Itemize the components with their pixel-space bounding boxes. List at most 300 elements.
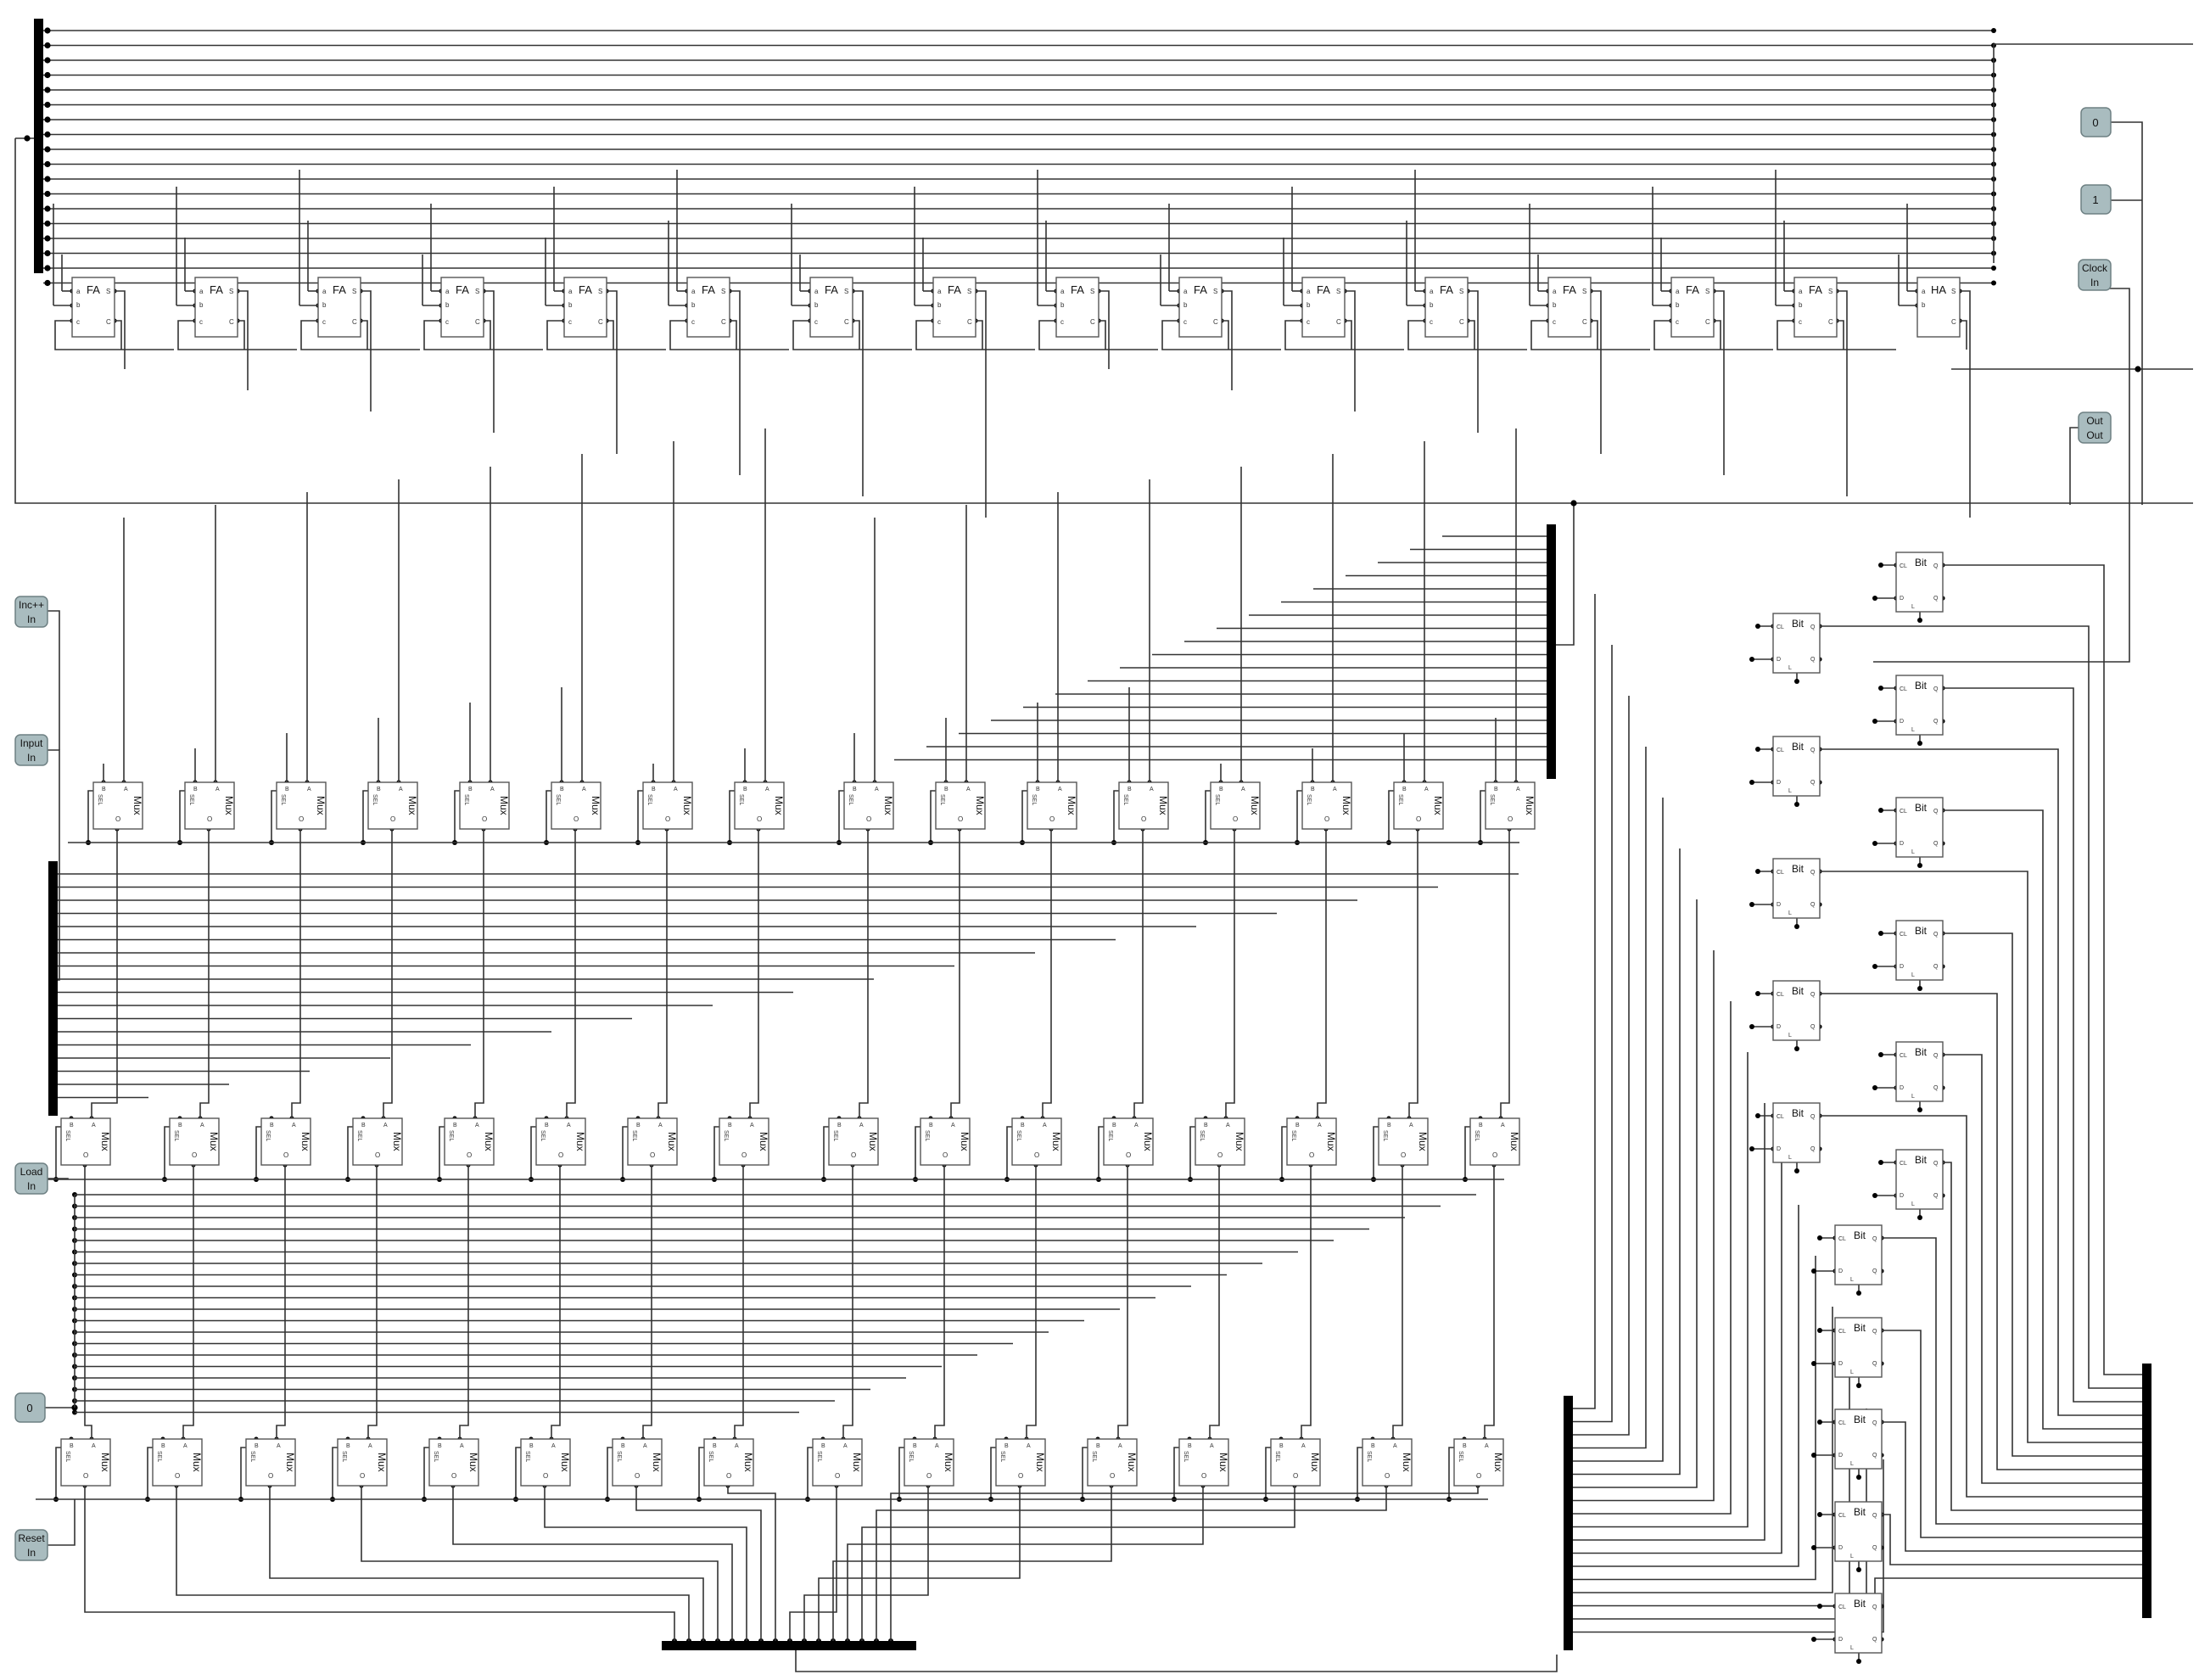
adder-label: FA bbox=[1194, 283, 1207, 296]
mux-pin-o: O bbox=[958, 815, 964, 823]
reset-input[interactable] bbox=[15, 1530, 48, 1560]
mux-pin-a: A bbox=[658, 1123, 663, 1128]
mux-cell bbox=[521, 1439, 571, 1486]
wire bbox=[1837, 321, 1844, 350]
mux-cell bbox=[704, 1439, 754, 1486]
mux-pin-o: O bbox=[175, 1472, 181, 1480]
mux-pin-o: O bbox=[1110, 1472, 1116, 1480]
splitter-bus-sum bbox=[1547, 524, 1556, 779]
wire bbox=[1573, 1154, 1782, 1554]
mux-cell bbox=[153, 1439, 203, 1486]
mux-label: Mux bbox=[959, 1132, 971, 1151]
mux-label: Mux bbox=[284, 1453, 296, 1472]
bit-label: Bit bbox=[1792, 1107, 1805, 1119]
load-input-name: Load bbox=[20, 1166, 43, 1178]
junction-dot bbox=[44, 191, 50, 197]
mux-pin-b: B bbox=[529, 1443, 534, 1449]
mux-pin-a: A bbox=[200, 1123, 204, 1128]
bit-label: Bit bbox=[1854, 1322, 1866, 1334]
bit-pin-l: L bbox=[1788, 1033, 1792, 1039]
adder-label: FA bbox=[333, 283, 346, 296]
wire bbox=[1573, 950, 1714, 1501]
junction-dot bbox=[1856, 1291, 1861, 1296]
adder-pin-c: c bbox=[691, 318, 695, 326]
bit-pin-cl: CL bbox=[1900, 932, 1907, 938]
bit-pin-qn: Q bbox=[1810, 780, 1816, 786]
adder-pin-carry: C bbox=[1951, 318, 1956, 326]
constant-zero-top[interactable] bbox=[2081, 108, 2111, 137]
junction-dot bbox=[1749, 657, 1754, 662]
mux-label: Mux bbox=[208, 1132, 220, 1151]
bit-label: Bit bbox=[1915, 557, 1928, 568]
adder-pin-b: b bbox=[1307, 301, 1311, 309]
adder-pin-c: c bbox=[1553, 318, 1556, 326]
mux-pin-a: A bbox=[1318, 1123, 1322, 1128]
junction-dot bbox=[1755, 991, 1760, 996]
wire bbox=[1573, 1256, 1816, 1580]
adder-label: FA bbox=[702, 283, 715, 296]
bit-pin-l: L bbox=[1911, 849, 1915, 855]
wire bbox=[1007, 1127, 1012, 1179]
mux-pin-o: O bbox=[207, 815, 213, 823]
adder-pin-a: a bbox=[1922, 288, 1926, 295]
bit-pin-qn: Q bbox=[1933, 841, 1939, 847]
bit-cell bbox=[1896, 675, 1943, 735]
adder-pin-s: S bbox=[1213, 288, 1218, 295]
bit-pin-qn: Q bbox=[1810, 1146, 1816, 1152]
mux-label: Mux bbox=[758, 1132, 769, 1151]
wire bbox=[1099, 1127, 1104, 1179]
mux-pin-b: B bbox=[1127, 787, 1132, 792]
mux-cell bbox=[844, 782, 894, 829]
mux-pin-b: B bbox=[1295, 1123, 1300, 1128]
bus-layer bbox=[34, 19, 2151, 1650]
mux-label: Mux bbox=[882, 796, 894, 815]
bit-pin-l: L bbox=[1788, 1155, 1792, 1161]
mux-pin-sel: SEL bbox=[1016, 1130, 1021, 1142]
wire bbox=[1174, 1448, 1179, 1499]
adder-pin-carry: C bbox=[1459, 318, 1464, 326]
adder-pin-carry: C bbox=[967, 318, 972, 326]
mux-pin-a: A bbox=[1210, 1443, 1214, 1449]
mux-label: Mux bbox=[1508, 1132, 1520, 1151]
adder-pin-s: S bbox=[1459, 288, 1464, 295]
wire bbox=[915, 1127, 920, 1179]
mux-pin-sel: SEL bbox=[816, 1451, 822, 1463]
bit-pin-cl: CL bbox=[1838, 1604, 1846, 1610]
bit-pin-q: Q bbox=[1872, 1513, 1877, 1519]
junction-dot bbox=[1872, 719, 1877, 724]
mux-pin-b: B bbox=[438, 1443, 442, 1449]
wire bbox=[1573, 594, 1595, 1408]
mux-cell bbox=[613, 1439, 663, 1486]
junction-dot bbox=[44, 132, 50, 137]
mux-pin-sel: SEL bbox=[1031, 794, 1037, 806]
adder-pin-s: S bbox=[475, 288, 480, 295]
junction-dot bbox=[1794, 679, 1799, 684]
junction-dot bbox=[44, 72, 50, 78]
mux-label: Mux bbox=[1417, 1132, 1429, 1151]
adder-cell bbox=[1794, 277, 1837, 337]
wire bbox=[1282, 1127, 1287, 1179]
mux-pin-a: A bbox=[735, 1443, 739, 1449]
mux-pin-b: B bbox=[1219, 787, 1223, 792]
wire bbox=[853, 321, 859, 350]
adder-pin-a: a bbox=[445, 288, 450, 295]
wire bbox=[839, 791, 844, 843]
bit-label: Bit bbox=[1854, 1229, 1866, 1241]
adder-pin-a: a bbox=[1799, 288, 1803, 295]
adder-label: FA bbox=[1563, 283, 1576, 296]
adder-pin-a: a bbox=[814, 288, 819, 295]
wire bbox=[1820, 749, 2142, 1415]
junction-dot bbox=[44, 87, 50, 92]
mux-pin-sel: SEL bbox=[433, 1451, 439, 1463]
mux-pin-b: B bbox=[1004, 1443, 1009, 1449]
wire bbox=[2111, 122, 2142, 505]
mux-pin-b: B bbox=[929, 1123, 933, 1128]
mux-pin-o: O bbox=[192, 1151, 198, 1159]
bit-cell bbox=[1896, 1042, 1943, 1101]
wire bbox=[1573, 899, 1697, 1487]
junction-dot bbox=[2135, 366, 2140, 372]
mux-pin-o: O bbox=[360, 1472, 366, 1480]
adder-pin-b: b bbox=[199, 301, 204, 309]
mux-pin-o: O bbox=[1416, 815, 1422, 823]
mux-pin-o: O bbox=[451, 1472, 457, 1480]
mux-cell bbox=[719, 1118, 769, 1165]
wire bbox=[1573, 848, 1680, 1475]
mux-pin-b: B bbox=[1036, 787, 1040, 792]
bit-pin-l: L bbox=[1911, 727, 1915, 733]
bit-pin-cl: CL bbox=[1900, 1053, 1907, 1059]
mux-pin-o: O bbox=[83, 1472, 89, 1480]
mux-pin-b: B bbox=[1021, 1123, 1025, 1128]
mux-pin-sel: SEL bbox=[832, 1130, 838, 1142]
constant-one-label: 1 bbox=[2092, 193, 2099, 206]
adder-pin-c: c bbox=[445, 318, 449, 326]
wire bbox=[658, 829, 667, 1118]
adder-pin-a: a bbox=[1430, 288, 1434, 295]
wire bbox=[638, 791, 643, 843]
adder-pin-s: S bbox=[1582, 288, 1587, 295]
mux-cell bbox=[338, 1439, 388, 1486]
mux-cell bbox=[1486, 782, 1536, 829]
adder-pin-s: S bbox=[1336, 288, 1341, 295]
mux-pin-a: A bbox=[1333, 787, 1337, 792]
inc-input[interactable] bbox=[15, 596, 48, 627]
junction-dot bbox=[1817, 1420, 1822, 1425]
data-input-dir: In bbox=[26, 752, 36, 764]
mux-pin-b: B bbox=[1279, 1443, 1284, 1449]
bit-pin-d: D bbox=[1900, 841, 1905, 847]
output-pin-dir: Out bbox=[2086, 429, 2103, 441]
mux-pin-o: O bbox=[866, 815, 872, 823]
bit-pin-qn: Q bbox=[1872, 1361, 1877, 1367]
junction-dot bbox=[1991, 28, 1996, 33]
junction-dot bbox=[1991, 266, 1996, 271]
bit-cell bbox=[1835, 1593, 1882, 1653]
junction-dot bbox=[1811, 1453, 1816, 1458]
bit-pin-l: L bbox=[1911, 972, 1915, 978]
adder-pin-b: b bbox=[1060, 301, 1065, 309]
wire bbox=[165, 1127, 170, 1179]
mux-pin-sel: SEL bbox=[939, 794, 945, 806]
mux-cell bbox=[1119, 782, 1169, 829]
wire bbox=[607, 321, 613, 350]
junction-dot bbox=[1917, 1107, 1922, 1112]
mux-label: Mux bbox=[223, 796, 235, 815]
junction-dot bbox=[1872, 1085, 1877, 1090]
mux-pin-sel: SEL bbox=[723, 1130, 729, 1142]
mux-pin-b: B bbox=[837, 1123, 842, 1128]
adder-pin-a: a bbox=[1183, 288, 1188, 295]
wire bbox=[1318, 829, 1326, 1118]
adder-pin-b: b bbox=[568, 301, 573, 309]
adder-pin-b: b bbox=[1553, 301, 1557, 309]
mux-pin-b: B bbox=[193, 787, 198, 792]
constant-zero-top-label: 0 bbox=[2092, 116, 2099, 129]
mux-label: Mux bbox=[1217, 1453, 1229, 1472]
wire bbox=[531, 1127, 536, 1179]
bit-pin-qn: Q bbox=[1810, 657, 1816, 663]
wire bbox=[238, 291, 248, 369]
junction-dot bbox=[44, 250, 50, 256]
adder-pin-b: b bbox=[1676, 301, 1680, 309]
bit-cell bbox=[1896, 552, 1943, 612]
bit-pin-l: L bbox=[1850, 1645, 1854, 1651]
output-pin-name: Out bbox=[2086, 415, 2103, 427]
wire bbox=[790, 1486, 837, 1641]
bit-label: Bit bbox=[1915, 1046, 1928, 1058]
wire bbox=[1345, 321, 1351, 350]
bit-pin-cl: CL bbox=[1900, 809, 1907, 815]
adder-pin-c: c bbox=[1799, 318, 1802, 326]
wire bbox=[1222, 291, 1232, 369]
mux-pin-a: A bbox=[292, 1123, 296, 1128]
mux-label: Mux bbox=[1325, 1132, 1337, 1151]
adder-pin-c: c bbox=[568, 318, 572, 326]
mux-label: Mux bbox=[1126, 1453, 1138, 1472]
wire bbox=[891, 1486, 1478, 1641]
mux-pin-sel: SEL bbox=[1199, 1130, 1205, 1142]
bit-cell bbox=[1773, 736, 1820, 796]
bit-pin-l: L bbox=[1788, 788, 1792, 794]
bit-label: Bit bbox=[1915, 925, 1928, 937]
mux-pin-o: O bbox=[83, 1151, 89, 1159]
bit-pin-q: Q bbox=[1872, 1236, 1877, 1242]
wire bbox=[859, 829, 868, 1118]
wire bbox=[1714, 321, 1721, 350]
wire bbox=[1960, 291, 1970, 369]
wire bbox=[56, 1127, 61, 1179]
junction-dot bbox=[1749, 1146, 1754, 1151]
junction-dot bbox=[44, 235, 50, 241]
bit-pin-qn: Q bbox=[1872, 1637, 1877, 1643]
wire bbox=[88, 791, 93, 843]
bit-pin-cl: CL bbox=[1777, 1114, 1784, 1120]
wire bbox=[951, 829, 960, 1118]
bit-label: Bit bbox=[1915, 680, 1928, 692]
adder-pin-carry: C bbox=[1705, 318, 1710, 326]
mux-pin-sel: SEL bbox=[1474, 1130, 1480, 1142]
adder-pin-b: b bbox=[814, 301, 819, 309]
mux-pin-o: O bbox=[1049, 815, 1055, 823]
mux-label: Mux bbox=[391, 1132, 403, 1151]
adder-cell bbox=[318, 277, 361, 337]
bit-label: Bit bbox=[1792, 985, 1805, 997]
bit-pin-qn: Q bbox=[1872, 1545, 1877, 1551]
load-input[interactable] bbox=[15, 1163, 48, 1194]
mux-pin-a: A bbox=[1150, 787, 1154, 792]
output-pin[interactable] bbox=[2079, 412, 2111, 443]
bit-pin-d: D bbox=[1838, 1545, 1844, 1551]
adder-pin-s: S bbox=[1705, 288, 1710, 295]
junction-dot bbox=[1749, 902, 1754, 907]
mux-pin-b: B bbox=[377, 787, 381, 792]
mux-pin-b: B bbox=[178, 1123, 182, 1128]
junction-dot bbox=[1755, 869, 1760, 874]
mux-cell bbox=[1470, 1118, 1520, 1165]
wire bbox=[1134, 829, 1143, 1118]
junction-dot bbox=[44, 265, 50, 271]
adder-pin-b: b bbox=[691, 301, 696, 309]
wire bbox=[1222, 321, 1228, 350]
mux-cell bbox=[261, 1118, 311, 1165]
inc-input-dir: In bbox=[26, 613, 36, 625]
mux-pin-o: O bbox=[574, 815, 579, 823]
mux-pin-sel: SEL bbox=[908, 1451, 914, 1463]
mux-pin-b: B bbox=[1479, 1123, 1483, 1128]
mux-pin-o: O bbox=[1201, 1472, 1207, 1480]
junction-dot bbox=[1856, 1383, 1861, 1388]
data-input[interactable] bbox=[15, 735, 48, 765]
bit-label: Bit bbox=[1915, 802, 1928, 814]
mux-pin-a: A bbox=[1393, 1443, 1397, 1449]
wire bbox=[824, 1127, 829, 1179]
bit-label: Bit bbox=[1854, 1598, 1866, 1610]
junction-dot bbox=[1856, 1475, 1861, 1480]
bit-pin-cl: CL bbox=[1838, 1513, 1846, 1519]
wire bbox=[48, 1499, 75, 1545]
wire bbox=[484, 291, 494, 369]
bit-pin-qn: Q bbox=[1933, 964, 1939, 970]
bit-pin-q: Q bbox=[1872, 1604, 1877, 1610]
bit-pin-qn: Q bbox=[1933, 1193, 1939, 1199]
mux-cell bbox=[185, 782, 235, 829]
mux-pin-a: A bbox=[124, 787, 128, 792]
adder-pin-a: a bbox=[1676, 288, 1680, 295]
adder-pin-s: S bbox=[229, 288, 234, 295]
mux-label: Mux bbox=[1432, 796, 1444, 815]
junction-dot bbox=[1794, 1168, 1799, 1173]
adder-pin-s: S bbox=[844, 288, 849, 295]
wire bbox=[92, 829, 117, 1118]
bit-pin-q: Q bbox=[1810, 624, 1816, 630]
wire bbox=[1573, 747, 1646, 1448]
mux-pin-b: B bbox=[1096, 1443, 1100, 1449]
bit-pin-d: D bbox=[1900, 964, 1905, 970]
mux-pin-a: A bbox=[674, 787, 678, 792]
mux-cell bbox=[813, 1439, 863, 1486]
junction-dot bbox=[1749, 1024, 1754, 1029]
mux-cell bbox=[460, 782, 510, 829]
wire bbox=[730, 291, 740, 369]
adder-pin-s: S bbox=[1951, 288, 1956, 295]
wire bbox=[1714, 291, 1724, 369]
junction-dot bbox=[44, 57, 50, 63]
clock-input[interactable] bbox=[2079, 260, 2111, 290]
mux-label: Mux bbox=[742, 1453, 754, 1472]
mux-cell bbox=[536, 1118, 586, 1165]
wire bbox=[1573, 645, 1612, 1422]
mux-pin-o: O bbox=[1034, 1151, 1040, 1159]
mux-pin-b: B bbox=[743, 787, 747, 792]
wire bbox=[833, 1486, 1111, 1641]
wire bbox=[728, 1486, 775, 1641]
mux-pin-b: B bbox=[102, 787, 106, 792]
wire bbox=[1345, 291, 1355, 369]
adder-pin-s: S bbox=[721, 288, 726, 295]
bit-pin-q: Q bbox=[1933, 1053, 1939, 1059]
junction-dot bbox=[44, 146, 50, 152]
constant-zero-bottom[interactable] bbox=[15, 1393, 45, 1422]
bit-pin-q: Q bbox=[1810, 992, 1816, 998]
adder-pin-c: c bbox=[1676, 318, 1679, 326]
splitter-bus-output bbox=[2142, 1364, 2151, 1618]
mux-pin-o: O bbox=[926, 1472, 932, 1480]
wire bbox=[808, 1448, 813, 1499]
mux-label: Mux bbox=[406, 796, 418, 815]
mux-label: Mux bbox=[376, 1453, 388, 1472]
adder-pin-b: b bbox=[1183, 301, 1188, 309]
junction-dot bbox=[24, 135, 30, 141]
mux-label: Mux bbox=[651, 1453, 663, 1472]
mux-cell bbox=[936, 782, 986, 829]
adder-pin-a: a bbox=[322, 288, 327, 295]
mux-pin-o: O bbox=[1508, 815, 1514, 823]
mux-pin-b: B bbox=[70, 1123, 74, 1128]
mux-pin-a: A bbox=[383, 1123, 388, 1128]
mux-pin-o: O bbox=[635, 1472, 641, 1480]
mux-label: Mux bbox=[131, 796, 143, 815]
adder-cell bbox=[1056, 277, 1099, 337]
mux-pin-sel: SEL bbox=[738, 794, 744, 806]
bit-pin-qn: Q bbox=[1810, 902, 1816, 908]
mux-pin-sel: SEL bbox=[631, 1130, 637, 1142]
bit-pin-cl: CL bbox=[1838, 1236, 1846, 1242]
adder-pin-b: b bbox=[322, 301, 327, 309]
bit-pin-qn: Q bbox=[1933, 719, 1939, 725]
mux-label: Mux bbox=[851, 1453, 863, 1472]
bit-pin-q: Q bbox=[1872, 1329, 1877, 1335]
mux-pin-o: O bbox=[482, 815, 488, 823]
junction-dot bbox=[44, 221, 50, 227]
mux-cell bbox=[1088, 1439, 1138, 1486]
mux-label: Mux bbox=[773, 796, 785, 815]
mux-cell bbox=[1394, 782, 1444, 829]
adder-pin-s: S bbox=[1828, 288, 1833, 295]
constant-one[interactable] bbox=[2081, 185, 2111, 214]
junction-dot bbox=[1878, 808, 1883, 813]
mux-cell bbox=[1195, 1118, 1245, 1165]
wire bbox=[241, 1448, 246, 1499]
adder-pin-b: b bbox=[445, 301, 450, 309]
bit-cell bbox=[1896, 798, 1943, 857]
mux-pin-b: B bbox=[1494, 787, 1498, 792]
junction-dot bbox=[1755, 1113, 1760, 1118]
junction-dot bbox=[1878, 1160, 1883, 1165]
